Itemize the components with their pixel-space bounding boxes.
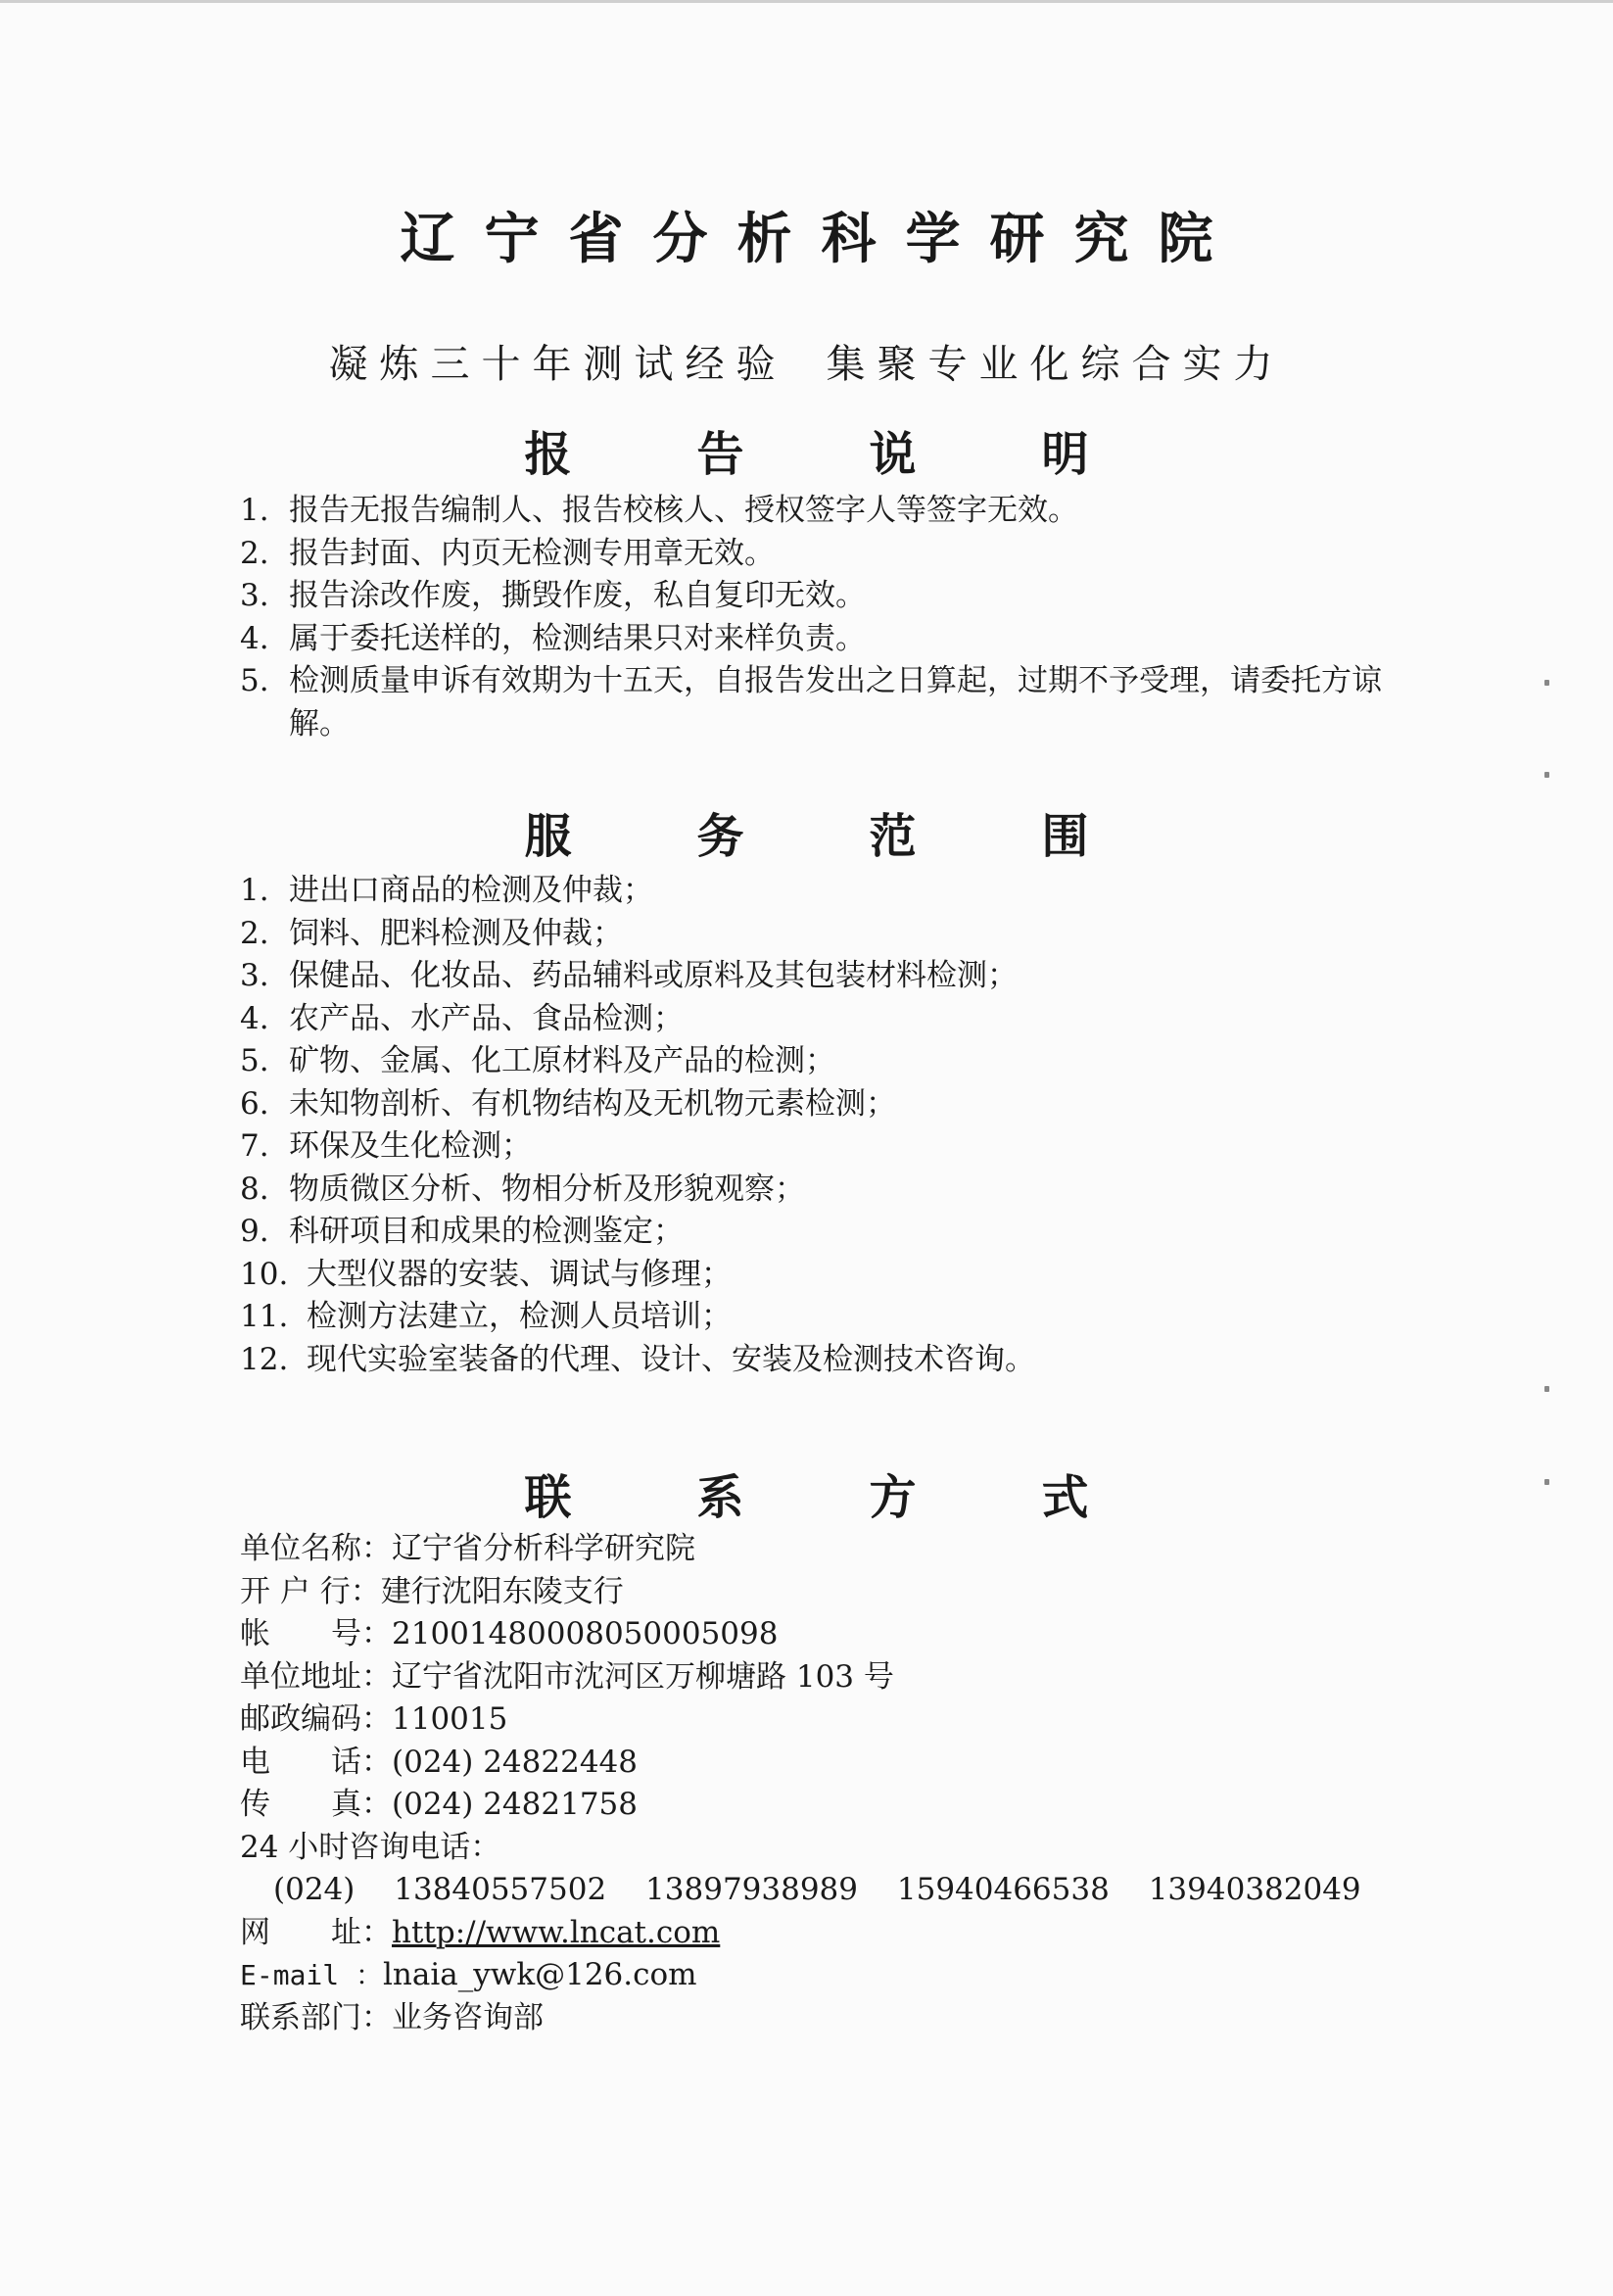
scan-speck [1544,1479,1549,1485]
website-link[interactable]: http://www.lncat.com [392,1914,721,1950]
slogan-left: 凝炼三十年测试经验 [328,342,787,387]
contact-hotline-numbers [240,1869,1415,1912]
list-item: 4. 农产品、水产品、食品检测； [240,1000,684,1036]
contact-postcode: 邮政编码：110015 [240,1701,508,1737]
list-item: 2. 报告封面、内页无检测专用章无效。 [240,535,775,571]
hotline-number: 13940382049 [1148,1872,1361,1907]
list-item: 10. 大型仪器的安装、调试与修理； [240,1256,732,1292]
report-notes-title: 报告说明 [524,427,1214,482]
contact-bank: 开 户 行：建行沈阳东陵支行 [240,1573,624,1609]
scan-speck [1544,1386,1549,1392]
list-item: 6. 未知物剖析、有机物结构及无机物元素检测； [240,1085,896,1122]
report-notes-list [240,490,1415,745]
contact-hotline-label: 24 小时咨询电话： [240,1829,501,1865]
hotline-area-code: (024) [273,1872,356,1907]
slogan-right: 集聚专业化综合实力 [826,342,1285,387]
list-item: 3. 报告涂改作废，撕毁作废，私自复印无效。 [240,578,866,613]
services-title: 服务范围 [524,809,1214,864]
list-item: 3. 保健品、化妆品、药品辅料或原料及其包装材料检测； [240,958,1018,993]
slogan [0,333,1613,389]
list-item: 1. 报告无报告编制人、报告校核人、授权签字人等签字无效。 [240,493,1078,528]
scan-speck [1544,680,1549,686]
contact-title: 联系方式 [524,1470,1214,1525]
contact-website: 网 址：http://www.lncat.com [240,1914,721,1950]
list-item: 9. 科研项目和成果的检测鉴定； [240,1214,684,1249]
hotline-number: 13897938989 [645,1872,859,1907]
list-item: 7. 环保及生化检测； [240,1128,532,1164]
scan-speck [1544,772,1549,778]
list-item: 4. 属于委托送样的，检测结果只对来样负责。 [240,620,866,656]
scan-edge [0,0,1613,3]
contact-phone: 电 话：(024) 24822448 [240,1744,638,1780]
hotline-number: 13840557502 [394,1872,607,1907]
contact-address: 单位地址：辽宁省沈阳市沈河区万柳塘路 103 号 [240,1658,894,1695]
institute-title: 辽宁省分析科学研究院 [400,208,1243,271]
contact-fax: 传 真：(024) 24821758 [240,1787,638,1822]
list-item: 1. 进出口商品的检测及仲裁； [240,873,653,908]
list-item: 12. 现代实验室装备的代理、设计、安装及检测技术咨询。 [240,1341,1035,1377]
contact-department: 联系部门：业务咨询部 [240,1999,544,2035]
contact-unit: 单位名称：辽宁省分析科学研究院 [240,1531,695,1566]
list-item: 11. 检测方法建立，检测人员培训； [240,1299,732,1334]
email-address[interactable]: lnaia_ywk@126.com [383,1957,697,1992]
contact-email: E-mail ：lnaia_ywk@126.com [240,1957,697,1992]
list-item: 5. 矿物、金属、化工原材料及产品的检测； [240,1043,835,1078]
list-item: 2. 饲料、肥料检测及仲裁； [240,915,623,951]
contact-account: 帐 号：21001480008050005098 [240,1616,779,1651]
list-item: 8. 物质微区分析、物相分析及形貌观察； [240,1171,805,1207]
hotline-number: 15940466538 [896,1872,1110,1907]
list-item: 5. 检测质量申诉有效期为十五天，自报告发出之日算起，过期不予受理，请委托方谅解。 [240,663,1382,741]
contact-block [240,1528,1415,2039]
services-list [240,870,1415,1381]
